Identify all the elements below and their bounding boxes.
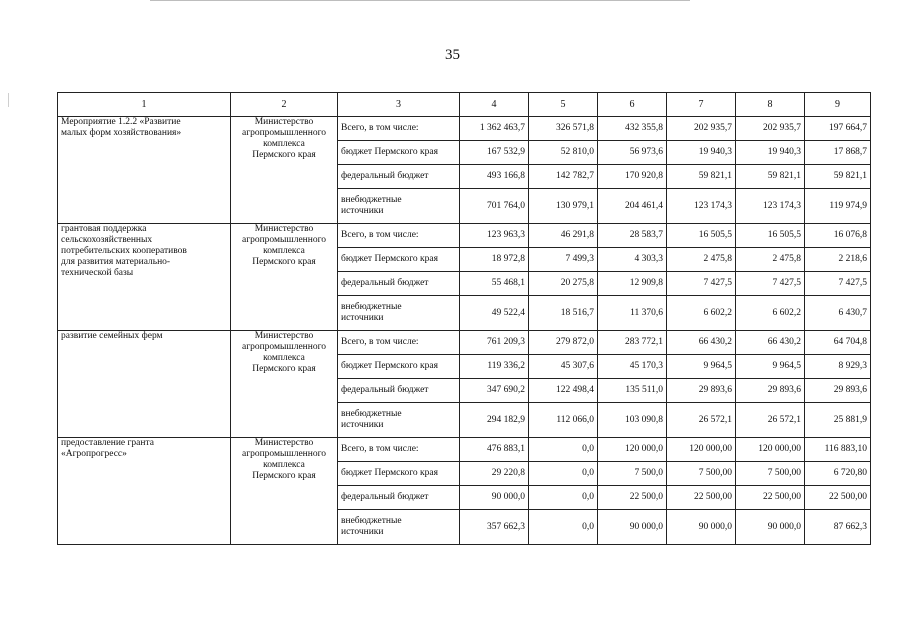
amount-cell: 19 940,3 <box>667 141 736 165</box>
amount-cell: 28 583,7 <box>598 224 667 248</box>
funding-source-cell <box>338 355 460 379</box>
amount-cell: 22 500,00 <box>805 486 871 510</box>
cell-line: агропромышленного <box>241 235 326 245</box>
table-row <box>58 438 871 462</box>
amount-cell: 9 964,5 <box>736 355 805 379</box>
cell-line: бюджет Пермского края <box>341 254 438 264</box>
column-number-header: 3 <box>338 93 460 117</box>
cell-line: внебюджетные <box>341 409 402 419</box>
funding-source-cell <box>338 296 460 331</box>
amount-cell: 9 964,5 <box>667 355 736 379</box>
amount-cell: 16 076,8 <box>805 224 871 248</box>
amount-cell: 347 690,2 <box>460 379 529 403</box>
amount-cell: 0,0 <box>529 438 598 462</box>
column-number-header: 6 <box>598 93 667 117</box>
amount-cell: 56 973,6 <box>598 141 667 165</box>
amount-cell: 12 909,8 <box>598 272 667 296</box>
cell-line: потребительских кооперативов <box>61 246 187 256</box>
amount-cell: 87 662,3 <box>805 510 871 545</box>
cell-line: источники <box>341 527 384 537</box>
amount-cell: 25 881,9 <box>805 403 871 438</box>
measure-name-cell <box>58 438 231 545</box>
cell-line: Пермского края <box>252 471 316 481</box>
cell-line: агропромышленного <box>241 128 326 138</box>
amount-cell: 170 920,8 <box>598 165 667 189</box>
amount-cell: 120 000,0 <box>598 438 667 462</box>
amount-cell: 16 505,5 <box>736 224 805 248</box>
amount-cell: 90 000,0 <box>736 510 805 545</box>
cell-line: агропромышленного <box>241 449 326 459</box>
funding-source-cell <box>338 379 460 403</box>
amount-cell: 19 940,3 <box>736 141 805 165</box>
amount-cell: 7 500,0 <box>598 462 667 486</box>
amount-cell: 18 516,7 <box>529 296 598 331</box>
amount-cell: 476 883,1 <box>460 438 529 462</box>
amount-cell: 112 066,0 <box>529 403 598 438</box>
amount-cell: 130 979,1 <box>529 189 598 224</box>
amount-cell: 22 500,0 <box>598 486 667 510</box>
amount-cell: 119 974,9 <box>805 189 871 224</box>
amount-cell: 123 174,3 <box>667 189 736 224</box>
amount-cell: 493 166,8 <box>460 165 529 189</box>
amount-cell: 135 511,0 <box>598 379 667 403</box>
amount-cell: 6 602,2 <box>736 296 805 331</box>
amount-cell: 123 174,3 <box>736 189 805 224</box>
cell-line: Всего, в том числе: <box>341 123 419 133</box>
amount-cell: 17 868,7 <box>805 141 871 165</box>
cell-line: бюджет Пермского края <box>341 361 438 371</box>
cell-line: бюджет Пермского края <box>341 147 438 157</box>
funding-source-cell <box>338 462 460 486</box>
amount-cell: 22 500,00 <box>667 486 736 510</box>
amount-cell: 7 427,5 <box>736 272 805 296</box>
cell-line: агропромышленного <box>241 342 326 352</box>
cell-line: Пермского края <box>252 364 316 374</box>
cell-line: Всего, в том числе: <box>341 337 419 347</box>
amount-cell: 90 000,0 <box>598 510 667 545</box>
amount-cell: 4 303,3 <box>598 248 667 272</box>
amount-cell: 8 929,3 <box>805 355 871 379</box>
measure-name-cell <box>58 224 231 331</box>
responsible-org-cell <box>231 331 338 438</box>
amount-cell: 432 355,8 <box>598 117 667 141</box>
amount-cell: 6 720,80 <box>805 462 871 486</box>
amount-cell: 29 893,6 <box>667 379 736 403</box>
amount-cell: 55 468,1 <box>460 272 529 296</box>
amount-cell: 46 291,8 <box>529 224 598 248</box>
amount-cell: 120 000,00 <box>667 438 736 462</box>
amount-cell: 16 505,5 <box>667 224 736 248</box>
funding-source-cell <box>338 224 460 248</box>
amount-cell: 22 500,00 <box>736 486 805 510</box>
amount-cell: 2 475,8 <box>667 248 736 272</box>
amount-cell: 7 500,00 <box>667 462 736 486</box>
column-number-header: 5 <box>529 93 598 117</box>
column-number-header: 4 <box>460 93 529 117</box>
amount-cell: 29 220,8 <box>460 462 529 486</box>
funding-source-cell <box>338 510 460 545</box>
funding-source-cell <box>338 403 460 438</box>
cell-line: комплекса <box>263 139 305 149</box>
amount-cell: 197 664,7 <box>805 117 871 141</box>
table-row <box>58 224 871 248</box>
amount-cell: 0,0 <box>529 486 598 510</box>
top-rule <box>150 0 690 1</box>
budget-table <box>57 92 871 545</box>
funding-source-cell <box>338 141 460 165</box>
amount-cell: 7 500,00 <box>736 462 805 486</box>
cell-line: комплекса <box>263 353 305 363</box>
amount-cell: 29 893,6 <box>736 379 805 403</box>
amount-cell: 64 704,8 <box>805 331 871 355</box>
cell-line: грантовая поддержка <box>61 224 147 234</box>
amount-cell: 357 662,3 <box>460 510 529 545</box>
amount-cell: 7 427,5 <box>667 272 736 296</box>
amount-cell: 122 498,4 <box>529 379 598 403</box>
funding-source-cell <box>338 486 460 510</box>
funding-source-cell <box>338 331 460 355</box>
amount-cell: 66 430,2 <box>667 331 736 355</box>
cell-line: Всего, в том числе: <box>341 444 419 454</box>
cell-line: федеральный бюджет <box>341 492 429 502</box>
table-row <box>58 331 871 355</box>
amount-cell: 6 430,7 <box>805 296 871 331</box>
amount-cell: 142 782,7 <box>529 165 598 189</box>
cell-line: источники <box>341 313 384 323</box>
amount-cell: 120 000,00 <box>736 438 805 462</box>
cell-line: Министерство <box>254 117 314 127</box>
amount-cell: 701 764,0 <box>460 189 529 224</box>
margin-mark <box>8 93 9 107</box>
amount-cell: 52 810,0 <box>529 141 598 165</box>
amount-cell: 7 499,3 <box>529 248 598 272</box>
measure-name-cell <box>58 331 231 438</box>
cell-line: Министерство <box>254 438 314 448</box>
amount-cell: 167 532,9 <box>460 141 529 165</box>
column-number-header: 9 <box>805 93 871 117</box>
funding-source-cell <box>338 438 460 462</box>
amount-cell: 6 602,2 <box>667 296 736 331</box>
amount-cell: 326 571,8 <box>529 117 598 141</box>
cell-line: федеральный бюджет <box>341 171 429 181</box>
cell-line: Пермского края <box>252 257 316 267</box>
funding-source-cell <box>338 117 460 141</box>
amount-cell: 294 182,9 <box>460 403 529 438</box>
cell-line: Пермского края <box>252 150 316 160</box>
cell-line: для развития материально- <box>61 257 171 267</box>
amount-cell: 119 336,2 <box>460 355 529 379</box>
amount-cell: 90 000,0 <box>460 486 529 510</box>
amount-cell: 7 427,5 <box>805 272 871 296</box>
table-row <box>58 117 871 141</box>
cell-line: «Агропрогресс» <box>61 449 127 459</box>
amount-cell: 279 872,0 <box>529 331 598 355</box>
amount-cell: 59 821,1 <box>667 165 736 189</box>
cell-line: источники <box>341 420 384 430</box>
cell-line: внебюджетные <box>341 302 402 312</box>
amount-cell: 29 893,6 <box>805 379 871 403</box>
amount-cell: 0,0 <box>529 510 598 545</box>
amount-cell: 26 572,1 <box>736 403 805 438</box>
amount-cell: 123 963,3 <box>460 224 529 248</box>
amount-cell: 18 972,8 <box>460 248 529 272</box>
amount-cell: 45 307,6 <box>529 355 598 379</box>
cell-line: сельскохозяйственных <box>61 235 153 245</box>
amount-cell: 2 475,8 <box>736 248 805 272</box>
column-number-header: 8 <box>736 93 805 117</box>
amount-cell: 202 935,7 <box>667 117 736 141</box>
cell-line: комплекса <box>263 246 305 256</box>
amount-cell: 59 821,1 <box>805 165 871 189</box>
amount-cell: 49 522,4 <box>460 296 529 331</box>
amount-cell: 761 209,3 <box>460 331 529 355</box>
cell-line: федеральный бюджет <box>341 385 429 395</box>
responsible-org-cell <box>231 117 338 224</box>
amount-cell: 1 362 463,7 <box>460 117 529 141</box>
cell-line: комплекса <box>263 460 305 470</box>
table-body <box>58 93 871 545</box>
responsible-org-cell <box>231 224 338 331</box>
cell-line: Министерство <box>254 224 314 234</box>
column-number-header: 7 <box>667 93 736 117</box>
amount-cell: 90 000,0 <box>667 510 736 545</box>
cell-line: малых форм хозяйствования» <box>61 128 182 138</box>
amount-cell: 204 461,4 <box>598 189 667 224</box>
cell-line: предоставление гранта <box>61 438 154 448</box>
measure-name-cell <box>58 117 231 224</box>
amount-cell: 202 935,7 <box>736 117 805 141</box>
cell-line: Всего, в том числе: <box>341 230 419 240</box>
cell-line: развитие семейных ферм <box>61 331 163 341</box>
amount-cell: 11 370,6 <box>598 296 667 331</box>
cell-line: внебюджетные <box>341 516 402 526</box>
cell-line: технической базы <box>61 268 134 278</box>
amount-cell: 59 821,1 <box>736 165 805 189</box>
cell-line: федеральный бюджет <box>341 278 429 288</box>
amount-cell: 45 170,3 <box>598 355 667 379</box>
amount-cell: 103 090,8 <box>598 403 667 438</box>
cell-line: бюджет Пермского края <box>341 468 438 478</box>
column-number-header: 1 <box>58 93 231 117</box>
amount-cell: 0,0 <box>529 462 598 486</box>
funding-source-cell <box>338 272 460 296</box>
cell-line: внебюджетные <box>341 195 402 205</box>
amount-cell: 26 572,1 <box>667 403 736 438</box>
cell-line: Министерство <box>254 331 314 341</box>
amount-cell: 20 275,8 <box>529 272 598 296</box>
funding-source-cell <box>338 248 460 272</box>
page-number: 35 <box>445 47 460 63</box>
header-row <box>58 93 871 117</box>
funding-source-cell <box>338 189 460 224</box>
amount-cell: 2 218,6 <box>805 248 871 272</box>
amount-cell: 116 883,10 <box>805 438 871 462</box>
cell-line: источники <box>341 206 384 216</box>
column-number-header: 2 <box>231 93 338 117</box>
amount-cell: 66 430,2 <box>736 331 805 355</box>
amount-cell: 283 772,1 <box>598 331 667 355</box>
cell-line: Мероприятие 1.2.2 «Развитие <box>61 117 181 127</box>
funding-source-cell <box>338 165 460 189</box>
responsible-org-cell <box>231 438 338 545</box>
